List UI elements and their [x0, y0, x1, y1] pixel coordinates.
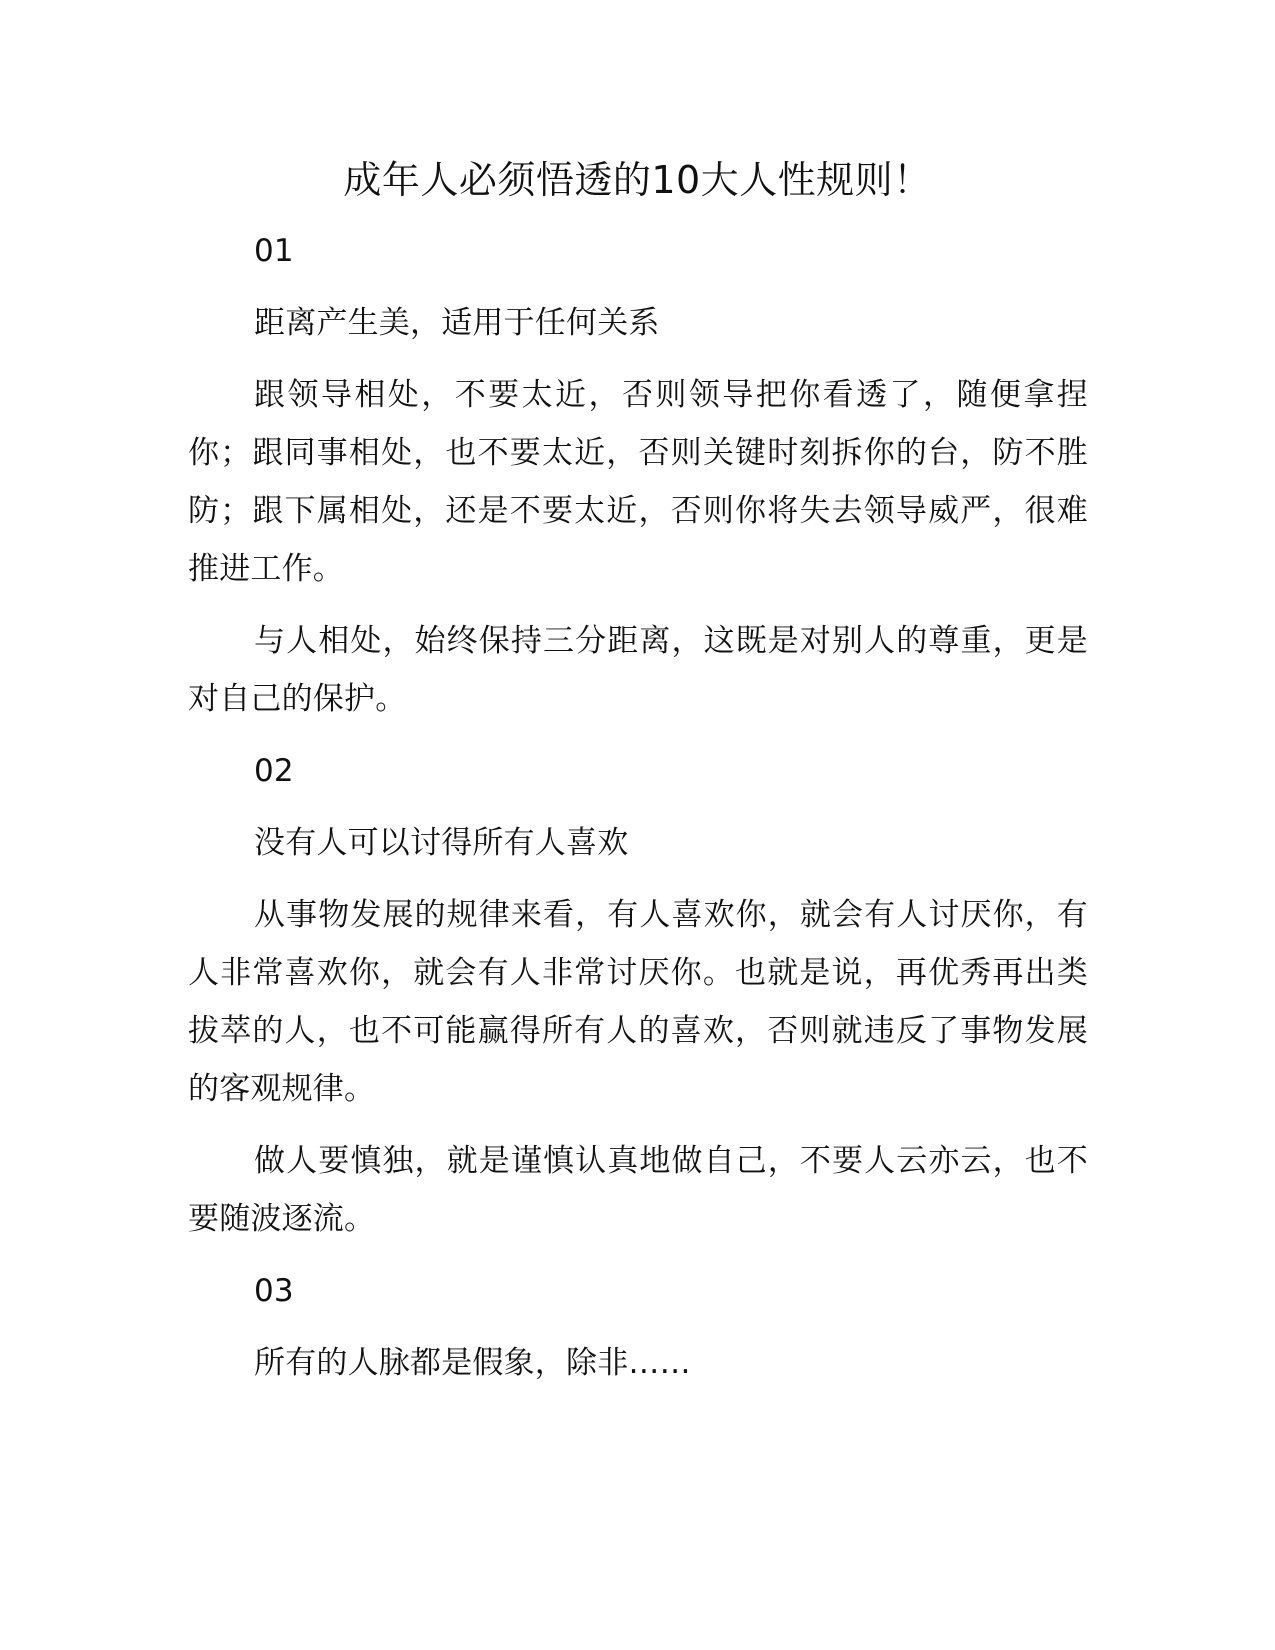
- section-heading: 所有的人脉都是假象，除非……: [254, 1345, 691, 1381]
- section-number: 02: [254, 753, 294, 789]
- body-paragraph: 跟领导相处，不要太近，否则领导把你看透了，随便拿捏你；跟同事相处，也不要太近，否则关键时刻拆你的台，防不胜防；跟下属相处，还是不要太近，否则你将失去领导威严，很难推进工作。: [188, 377, 1088, 587]
- section-number: 01: [254, 233, 294, 269]
- section-heading: 没有人可以讨得所有人喜欢: [254, 825, 629, 861]
- body-paragraph: 与人相处，始终保持三分距离，这既是对别人的尊重，更是对自己的保护。: [188, 623, 1088, 717]
- body-paragraph: 从事物发展的规律来看，有人喜欢你，就会有人讨厌你，有人非常喜欢你，就会有人非常讨厌你。也就是说，再优秀再出类拔萃的人，也不可能赢得所有人的喜欢，否则就违反了事物发展的客观规律。: [188, 897, 1088, 1107]
- document-body: [188, 222, 1088, 1406]
- section-number: 03: [254, 1273, 294, 1309]
- body-paragraph: 做人要慎独，就是谨慎认真地做自己，不要人云亦云，也不要随波逐流。: [188, 1143, 1088, 1237]
- document-title: 成年人必须悟透的10大人性规则！: [343, 158, 932, 202]
- section-heading: 距离产生美，适用于任何关系: [254, 305, 660, 341]
